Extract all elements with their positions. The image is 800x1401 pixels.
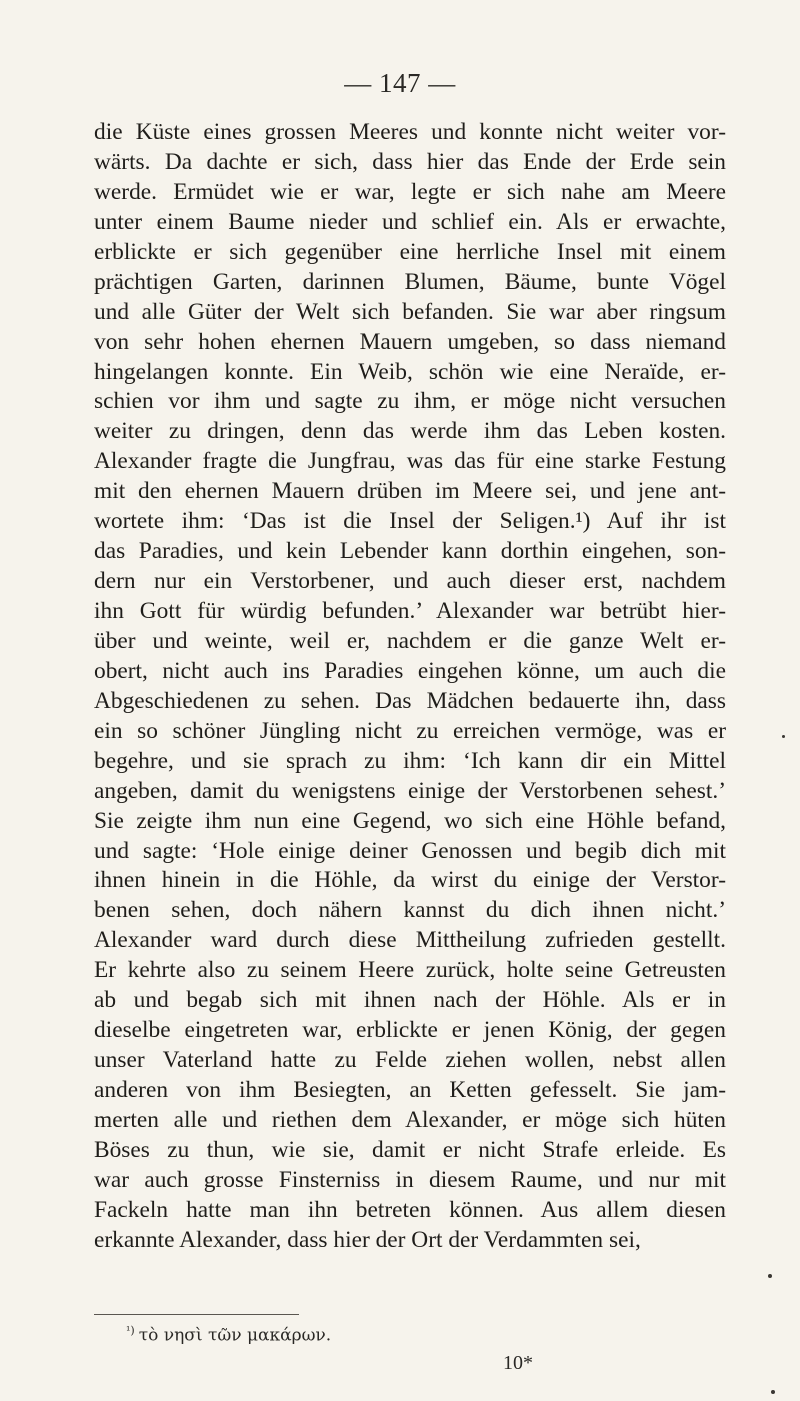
- text-line: unter einem Baume nieder und schlief ein. Als er erwachte,: [94, 208, 726, 235]
- text-line: benen sehen, doch nähern kannst du dich ihnen nicht.’: [94, 897, 726, 924]
- text-line: schien vor ihm und sagte zu ihm, er möge nicht versuchen: [94, 388, 726, 415]
- text-line: erkannte Alexander, dass hier der Ort der Verdammten sei,: [94, 1226, 641, 1253]
- text-line: angeben, damit du wenigstens einige der Verstorbenen sehest.’: [94, 777, 726, 804]
- footnote-mark: ¹): [126, 1324, 135, 1337]
- text-line: erblickte er sich gegenüber eine herrliche Insel mit einem: [94, 238, 726, 265]
- footnote-text: τὸ νησὶ τῶν μακάρων.: [138, 1325, 332, 1346]
- text-line: dieselbe eingetreten war, erblickte er jenen König, der gegen: [94, 1017, 726, 1044]
- text-line: war auch grosse Finsterniss in diesem Raume, und nur mit: [94, 1166, 726, 1193]
- ink-speck: [782, 735, 785, 738]
- text-line: weiter zu dringen, denn das werde ihm das Leben kosten.: [94, 418, 726, 445]
- text-line: Sie zeigte ihm nun eine Gegend, wo sich eine Höhle befand,: [94, 807, 726, 834]
- text-line: wärts. Da dachte er sich, dass hier das Ende der Erde sein: [94, 148, 726, 175]
- text-line: über und weinte, weil er, nachdem er die ganze Welt er-: [94, 627, 726, 654]
- text-line: ihn Gott für würdig befunden.’ Alexander war betrübt hier-: [94, 598, 726, 624]
- text-line: ihnen hinein in die Höhle, da wirst du einige der Verstor-: [94, 867, 726, 894]
- text-line: anderen von ihm Besiegten, an Ketten gefesselt. Sie jam-: [94, 1077, 726, 1103]
- text-line: begehre, und sie sprach zu ihm: ‘Ich kann dir ein Mittel: [94, 747, 726, 774]
- text-line: dern nur ein Verstorbener, und auch dieser erst, nachdem: [94, 568, 726, 595]
- text-line: Alexander fragte die Jungfrau, was das für eine starke Festung: [94, 448, 726, 475]
- text-line: Fackeln hatte man ihn betreten können. Aus allem diesen: [94, 1196, 726, 1223]
- text-line: ab und begab sich mit ihnen nach der Höhle. Als er in: [94, 987, 726, 1014]
- footnote: [126, 1324, 331, 1346]
- text-line: mit den ehernen Mauern drüben im Meere sei, und jene ant-: [94, 478, 726, 505]
- text-line: Böses zu thun, wie sie, damit er nicht Strafe erleide. Es: [94, 1136, 726, 1163]
- ink-speck: [771, 1390, 775, 1394]
- text-line: Alexander ward durch diese Mittheilung zufrieden gestellt.: [94, 927, 726, 954]
- text-line: merten alle und riethen dem Alexander, er möge sich hüten: [94, 1106, 726, 1133]
- printer-signature-mark: 10*: [503, 1352, 533, 1374]
- text-line: prächtigen Garten, darinnen Blumen, Bäume, bunte Vögel: [94, 268, 726, 295]
- page-number-header: — 147 —: [344, 68, 456, 98]
- text-line: obert, nicht auch ins Paradies eingehen könne, um auch die: [94, 657, 726, 684]
- text-line: wortete ihm: ‘Das ist die Insel der Seligen.¹) Auf ihr ist: [94, 508, 726, 535]
- text-line: werde. Ermüdet wie er war, legte er sich nahe am Meere: [94, 178, 726, 205]
- text-line: hingelangen konnte. Ein Weib, schön wie eine Neraïde, er-: [94, 358, 726, 385]
- text-line: und sagte: ‘Hole einige deiner Genossen und begib dich mit: [94, 837, 726, 864]
- text-line: ein so schöner Jüngling nicht zu erreichen vermöge, was er: [94, 717, 726, 744]
- text-line: und alle Güter der Welt sich befanden. Sie war aber ringsum: [94, 298, 726, 325]
- text-line: das Paradies, und kein Lebender kann dorthin eingehen, son-: [94, 538, 726, 565]
- text-line: die Küste eines grossen Meeres und konnte nicht weiter vor-: [94, 119, 726, 145]
- text-line: Er kehrte also zu seinem Heere zurück, holte seine Getreusten: [94, 957, 726, 984]
- text-line: von sehr hohen ehernen Mauern umgeben, so dass niemand: [94, 328, 726, 355]
- body-text: [94, 118, 726, 1256]
- text-line: Abgeschiedenen zu sehen. Das Mädchen bedauerte ihn, dass: [94, 687, 726, 714]
- text-line: unser Vaterland hatte zu Felde ziehen wollen, nebst allen: [94, 1047, 726, 1074]
- footnote-rule: [94, 1314, 299, 1315]
- ink-speck: [768, 1274, 772, 1278]
